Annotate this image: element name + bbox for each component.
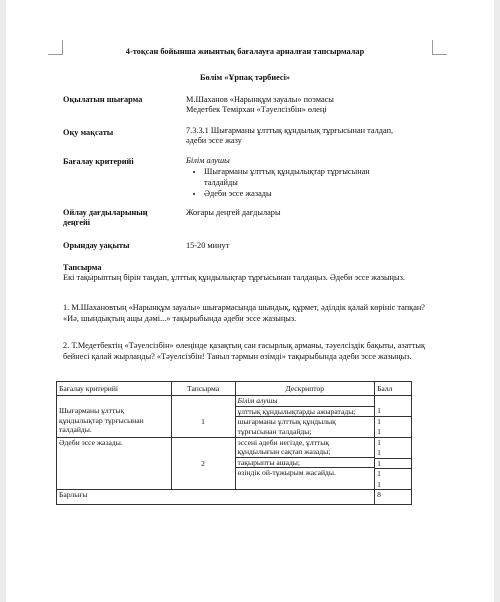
rubric-header-task: Тапсырма — [171, 382, 235, 396]
rubric-task-2: 2 — [171, 437, 235, 490]
goal-line-2: әдеби эссе жазу — [186, 136, 242, 145]
rubric-criterion-1: Шығарманы ұлттық құндылықтар тұрғысынан талдайды. — [57, 406, 172, 437]
criteria-head: Білім алушы — [186, 156, 230, 165]
rubric-descriptors-1 — [235, 406, 375, 437]
goal-line-1: 7.3.3.1 Шығарманы ұлттық құндылық тұрғысынан талдап, — [186, 126, 394, 135]
rubric-total-value: 8 — [375, 490, 412, 505]
task-item-2: 2. Т.Медетбектің «Тәуелсізбін» өлеңінде қазақтың сан ғасырлық арманы, тәуелсіздік бақыты, азаттық бейнесі қалай жырланды? «Тәуелсізбін! Таныл тәрмын өзімді» тақырыбында әдеби эссе жазыңыз. — [63, 341, 425, 361]
rubric-header-descriptor: Дескриптор — [235, 382, 375, 396]
rubric-subhead-row — [57, 396, 412, 407]
skills-label-1: Ойлау дағдыларының — [63, 208, 148, 217]
descriptor: ұлттық құндылықтарды ажыратады; — [236, 407, 375, 418]
rubric-desc-subhead: Білім алушы — [235, 396, 375, 407]
rubric-total-label: Барлығы — [57, 490, 375, 505]
rubric-task-1: 1 — [171, 406, 235, 437]
work-line-1: М.Шаханов «Нарынқұм зауалы» поэмасы — [186, 95, 334, 104]
work-label: Оқылатын шығарма — [63, 95, 143, 104]
rubric-header-criterion: Бағалау критерийі — [57, 382, 172, 396]
criteria-list — [190, 166, 370, 199]
rubric-descriptors-2 — [235, 437, 375, 490]
goal-label: Оқу мақсаты — [63, 128, 114, 137]
time-label: Орындау уақыты — [63, 241, 130, 250]
criteria-item-1: • Шығарманы ұлттық құндылықтар тұрғысынан талдайды — [204, 166, 370, 188]
rubric-table — [56, 381, 412, 505]
descriptor: шығарманы ұлттық құндылық тұрғысынан талдайды; — [237, 417, 336, 436]
criteria-label: Бағалау критерийі — [63, 157, 134, 166]
crop-mark-top-right — [432, 40, 447, 55]
descriptor: өзіндік ой-тұжырым жасайды. — [237, 468, 336, 477]
rubric-row-criterion-1 — [57, 406, 412, 437]
descriptor: тақырыпты ашады; — [236, 458, 375, 469]
time-value: 15-20 минут — [186, 241, 230, 250]
rubric-criterion-2: Әдеби эссе жазады. — [57, 437, 172, 490]
task-intro: Екі тақырыптың бірін таңдап, ұлттық құндылықтар тұрғысынан талдаңыз. Әдеби эссе жазыңыз. — [63, 273, 405, 282]
document-title: 4-тоқсан бойынша жиынтық бағалауға арналған тапсырмалар — [125, 47, 365, 56]
rubric-header-points: Балл — [375, 382, 412, 396]
rubric-row-criterion-2 — [57, 437, 412, 490]
task-item-1: 1. М.Шахановтың «Нарынқұм зауалы» шығармасында шындық, құрмет, әділдік қалай көрініс тапқан? «Иә, шындықтың ащы дәмі...» тақырыбында әдеби эссе жазыңыз. — [63, 303, 425, 323]
skills-value: Жоғары деңгей дағдылары — [186, 208, 281, 217]
rubric-header-row — [57, 382, 412, 396]
descriptor: эссені әдеби негізде, ұлттық құндылығын сақтап жазады; — [236, 438, 375, 458]
task-heading: Тапсырма — [63, 263, 102, 272]
criteria-item-2: • Әдеби эссе жазады — [204, 188, 370, 199]
rubric-points-2: 1 1 1 1 1 — [375, 437, 412, 490]
skills-label-2: деңгейі — [63, 218, 91, 227]
work-line-2: Медетбек Темірхан «Тәуелсізбін» өлеңі — [186, 105, 327, 114]
document-page — [6, 0, 494, 602]
rubric-total-row — [57, 490, 412, 505]
rubric-points-1: 1 1 1 — [375, 406, 412, 437]
section-title: Бөлім «Ұрпақ тәрбиесі» — [199, 73, 291, 82]
